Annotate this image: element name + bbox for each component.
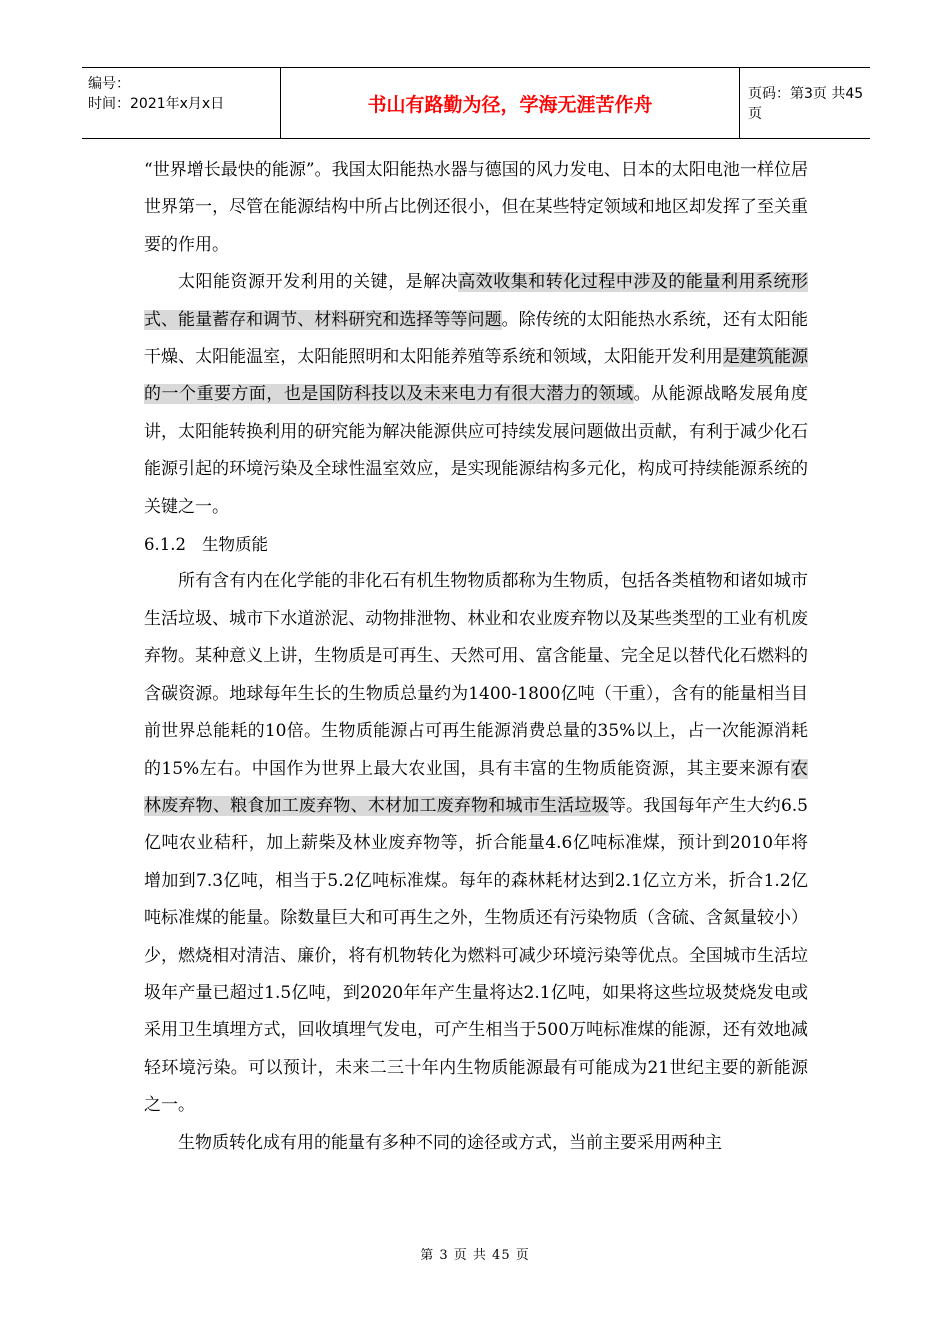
paragraph-solar-intro: “世界增长最快的能源”。我国太阳能热水器与德国的风力发电、日本的太阳电池一样位居世界第一，尽管在能源结构中所占比例还很小，但在某些特定领域和地区却发挥了至关重要的作用。 bbox=[144, 160, 808, 255]
document-id-label: 编号： bbox=[88, 76, 130, 92]
text-run: 等。我国每年产生大约6.5亿吨农业秸秆，加上薪柴及林业废弃物等，折合能量4.6亿吨标准煤，预计到2010年将增加到7.3亿吨，相当于5.2亿吨标准煤。每年的森林耗材达到2.1亿立方米，折合1.2亿吨标准煤的能量。除数量巨大和可再生之外，生物质还有污染物质（含硫、含氮量较小）少，燃烧相对清洁、廉价，将有机物转化为燃料可减少环境污染等优点。全国城市生活垃圾年产量已超过1.5亿吨，到2020年年产生量将达2.1亿吨，如果将这些垃圾焚烧发电或采用卫生填埋方式，回收填埋气发电，可产生相当于500万吨标准煤的能源，还有效地减轻环境污染。可以预计，未来二三十年内生物质能源最有可能成为21世纪主要的新能源之一。 bbox=[144, 795, 808, 1116]
highlighted-text: 是建筑能源的一个重要方面，也是国防科技以及未来电力有很大潜力的领域 bbox=[144, 347, 809, 405]
paragraph-biomass bbox=[144, 563, 808, 1124]
document-date: 时间：2021年x月x日 bbox=[88, 96, 225, 112]
highlighted-text: 农林废弃物、粮食加工废弃物、木材加工废弃物和城市生活垃圾 bbox=[144, 758, 808, 816]
text-run: 所有含有内在化学能的非化石有机生物物质都称为生物质，包括各类植物和诸如城市生活垃圾、城市下水道淤泥、动物排泄物、林业和农业废弃物以及某些类型的工业有机废弃物。某种意义上讲，生物质是可再生、天然可用、富含能量、完全足以替代化石燃料的含碳资源。地球每年生长的生物质总量约为1400-1800亿吨（干重），含有的能量相当目前世界总能耗的10倍。生物质能源占可再生能源消费总量的35%以上，占一次能源消耗的15%左右。中国作为世界上最大农业国，具有丰富的生物质能资源，其主要来源有 bbox=[144, 571, 808, 779]
text-run: 。从能源战略发展角度讲，太阳能转换利用的研究能为解决能源供应可持续发展问题做出贡献，有利于减少化石能源引起的环境污染及全球性温室效应，是实现能源结构多元化，构成可持续能源系统的关键之一。 bbox=[144, 384, 809, 517]
document-header bbox=[82, 67, 870, 139]
header-page-number: 页码：第3页 共45页 bbox=[748, 86, 864, 122]
section-heading bbox=[144, 526, 808, 563]
section-number: 6.1.2 bbox=[144, 535, 186, 555]
paragraph-biomass-conversion: 生物质转化成有用的能量有多种不同的途径或方式，当前主要采用两种主 bbox=[178, 1132, 722, 1153]
header-motto: 书山有路勤为径，学海无涯苦作舟 bbox=[280, 68, 740, 138]
page-footer: 第 3 页 共 45 页 bbox=[420, 1248, 530, 1263]
highlighted-text: 高效收集和转化过程中涉及的能量利用系统形式、能量蓄存和调节、材料研究和选择等等问题 bbox=[144, 272, 809, 330]
section-title: 生物质能 bbox=[202, 535, 268, 555]
paragraph-solar-development bbox=[144, 264, 808, 526]
text-run: 。除传统的太阳能热水系统，还有太阳能干燥、太阳能温室，太阳能照明和太阳能养殖等系统和领域，太阳能开发利用 bbox=[144, 309, 809, 368]
header-meta bbox=[82, 68, 280, 138]
text-run: 太阳能资源开发利用的关键，是解决 bbox=[178, 272, 459, 293]
document-body bbox=[144, 152, 808, 1162]
